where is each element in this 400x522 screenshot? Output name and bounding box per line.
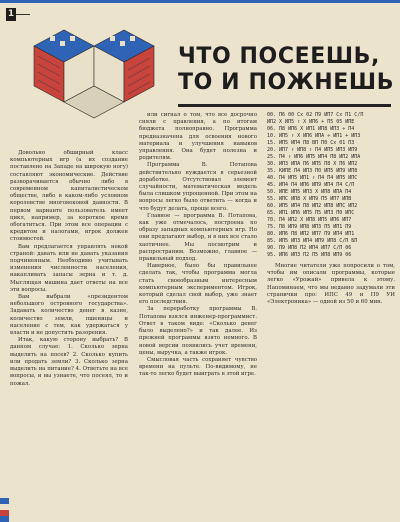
code-line: 95. ИП6 ИП3 П2 П5 ИП8 ИП9 06 bbox=[267, 252, 352, 258]
code-line: 20. ИП7 ↑ ИП8 ↑ П4 ИП5 ИП3 ИП9 bbox=[267, 147, 358, 153]
paragraph: Смысловая часть сохраняет чувство времени на пульте. По-видимому, не так-то легко будет выиграть в этой игре. bbox=[139, 356, 257, 378]
code-line: 45. ИП4 П4 ИП6 ИП9 ИП4 П4 С/П bbox=[267, 182, 355, 188]
code-line: 25. П4 ↑ ИП6 ИП5 ИП4 П8 ИП2 ИПА bbox=[267, 154, 361, 160]
paragraph: Главное — программа В. Потапова, как уже отмечалось, построена по образу западных компьютерных игр. Но они предлагают выбор, и в них все стало хаотичнее. Мы посмотрим и распространим. Возможно, главное — правильный подход. bbox=[139, 212, 257, 263]
code-line: 15. ИП5 ИП4 П8 ВП П0 Сх 01 П3 bbox=[267, 140, 355, 146]
headline-line-2: ТО И ПОЖНЕШЬ bbox=[178, 70, 395, 95]
paragraph: Программа В. Потапова действительно нуждается в серьезной доработке. Отсутствовал элемент случайности, математическая модель была слишком упрощенной. При этом на вопросы легко было ответить — когда и что будут делать, проще всего. bbox=[139, 162, 257, 212]
code-line: 65. ИП1 ИП6 ИП5 П5 ИП3 П0 ИПС bbox=[267, 210, 355, 216]
code-line: 80. ИП6 П8 ИП2 ИП7 П9 ИП4 ИП1 bbox=[267, 231, 355, 237]
headline-rule bbox=[178, 104, 391, 107]
code-line: 30. ИП3 ИПА П6 ИП5 П8 Х П6 ИП2 bbox=[267, 161, 358, 167]
headline bbox=[178, 44, 393, 96]
code-line: 90. П9 ИП8 П2 ИП4 ИП7 С/П 06 bbox=[267, 245, 352, 251]
side-stripe-decoration bbox=[0, 498, 9, 522]
page-number: 1 bbox=[7, 9, 15, 19]
code-line: 75. П8 ИП9 ИП8 ИП3 П5 ИП1 П9 bbox=[267, 224, 352, 230]
code-line: 00. П6 00 Сх 02 П9 ИП7 Сх П1 С/П bbox=[267, 112, 364, 118]
article-column-2 bbox=[139, 112, 257, 512]
paragraph: Многие читатели уже попросили о том, чтобы им описали программы, которые легко «Урожай» привела к этому. Напоминаем, что мы недавно задумали эти странички про: ИПС 49 и П9 УИ «Электроника» — одной из 50 и 60 мин. bbox=[267, 263, 395, 306]
code-line: 60. ИП5 ИП4 П8 ИП2 ИП8 ИПС ИП2 bbox=[267, 203, 358, 209]
paragraph: Наверное, было бы правильнее сделать так, чтобы программа могла стать своеобразным интересным компьютерным экспериментом. Игрок, который сделал свой выбор, уже знает его последствия. bbox=[139, 263, 257, 306]
code-line: 85. ИП5 ИП3 ИП4 ИП9 ИП8 С/П БП bbox=[267, 238, 358, 244]
code-line: 10. ИП5 ↑ Х ИП6 ИПА ÷ ИП1 + ИП3 bbox=[267, 133, 361, 139]
code-line: 50. ИПЕ ИП5 ИП3 Х ИП8 ИПА П4 bbox=[267, 189, 352, 195]
code-line: 06. П8 ИП6 Х ИП1 ИП8 ИП3 ÷ П4 bbox=[267, 126, 355, 132]
paragraph: Вам выбрали «президентом небольшого островного государства». Задавать количество денег в казне, количество земли, пшеницы и население с тем, как удержаться у власти и не допустить разорения. bbox=[10, 294, 128, 337]
headline-line-1: ЧТО ПОСЕЕШЬ, bbox=[178, 44, 380, 69]
code-line: 55. ИПС ИП8 Х ИП9 П5 ИП7 ИПВ bbox=[267, 196, 352, 202]
paragraph: Довольно обширный класс компьютерных игр (а их создание поставлено на Западе на широкую ногу) составляют экономические. Действие разворачивается обычно либо в современном капиталистическом обществе, либо в каком-либо условном королевстве многовековой давности. В первом варианте пользователь имеет цикл, например, за короткое время обогатиться. При этом все операции с кредитом и налогами, игрок должен стоимостей. bbox=[10, 150, 128, 243]
program-listing bbox=[267, 112, 395, 259]
paragraph: За переработку программы В. Потапова взялся инженер-программист. Ответ в таком виде: «Сколько денег было выделено?» и так далее. Из прежней программы взято немного. В новой версии появились учет времени, цены, выручка, а также игрок. bbox=[139, 306, 257, 356]
paragraph: Итак, какую сторону выбрать? В данном случае: 1. Сколько зерна выделить на посев? 2. Сколько купить или продать земли? 3. Сколько зерна выделить на питание? 4. Ответьте на все вопросы, и вы узнаете, что посеял, то и пожал. bbox=[10, 337, 128, 387]
top-accent-bar bbox=[0, 0, 400, 3]
paragraph: или сигнал о том, что все досрочно сняли с правления, а по итогам бюджета полноправно. Программа предназначена для освоения нового материала и улучшения навыков управления. Она будет полезна и родителям. bbox=[139, 112, 257, 162]
article-column-1 bbox=[10, 150, 128, 512]
paragraph: Вам предлагается управлять некой страной: давать или не давать указания подчиненным. Необходимо учитывать изменения численности населения, накапливать запасы зерна и т. д. Мыслящая машина дает ответы на все эти вопросы. bbox=[10, 243, 128, 293]
article-column-3 bbox=[267, 112, 395, 512]
code-line: ИП2 Х ИП5 ↑ Х ИП6 + П5 05 ИПЕ bbox=[267, 119, 355, 125]
code-line: 70. П4 ИП2 Х ИП8 ИП5 ИП6 ИП7 bbox=[267, 217, 352, 223]
code-line: 35. КИПЕ П4 ИП3 П0 ИП5 ИП9 ИП8 bbox=[267, 168, 358, 174]
page-number-rule bbox=[16, 14, 30, 15]
code-line: 40. П4 ИП5 ИП1 ↑ П4 П4 ИП5 ИПС bbox=[267, 175, 358, 181]
